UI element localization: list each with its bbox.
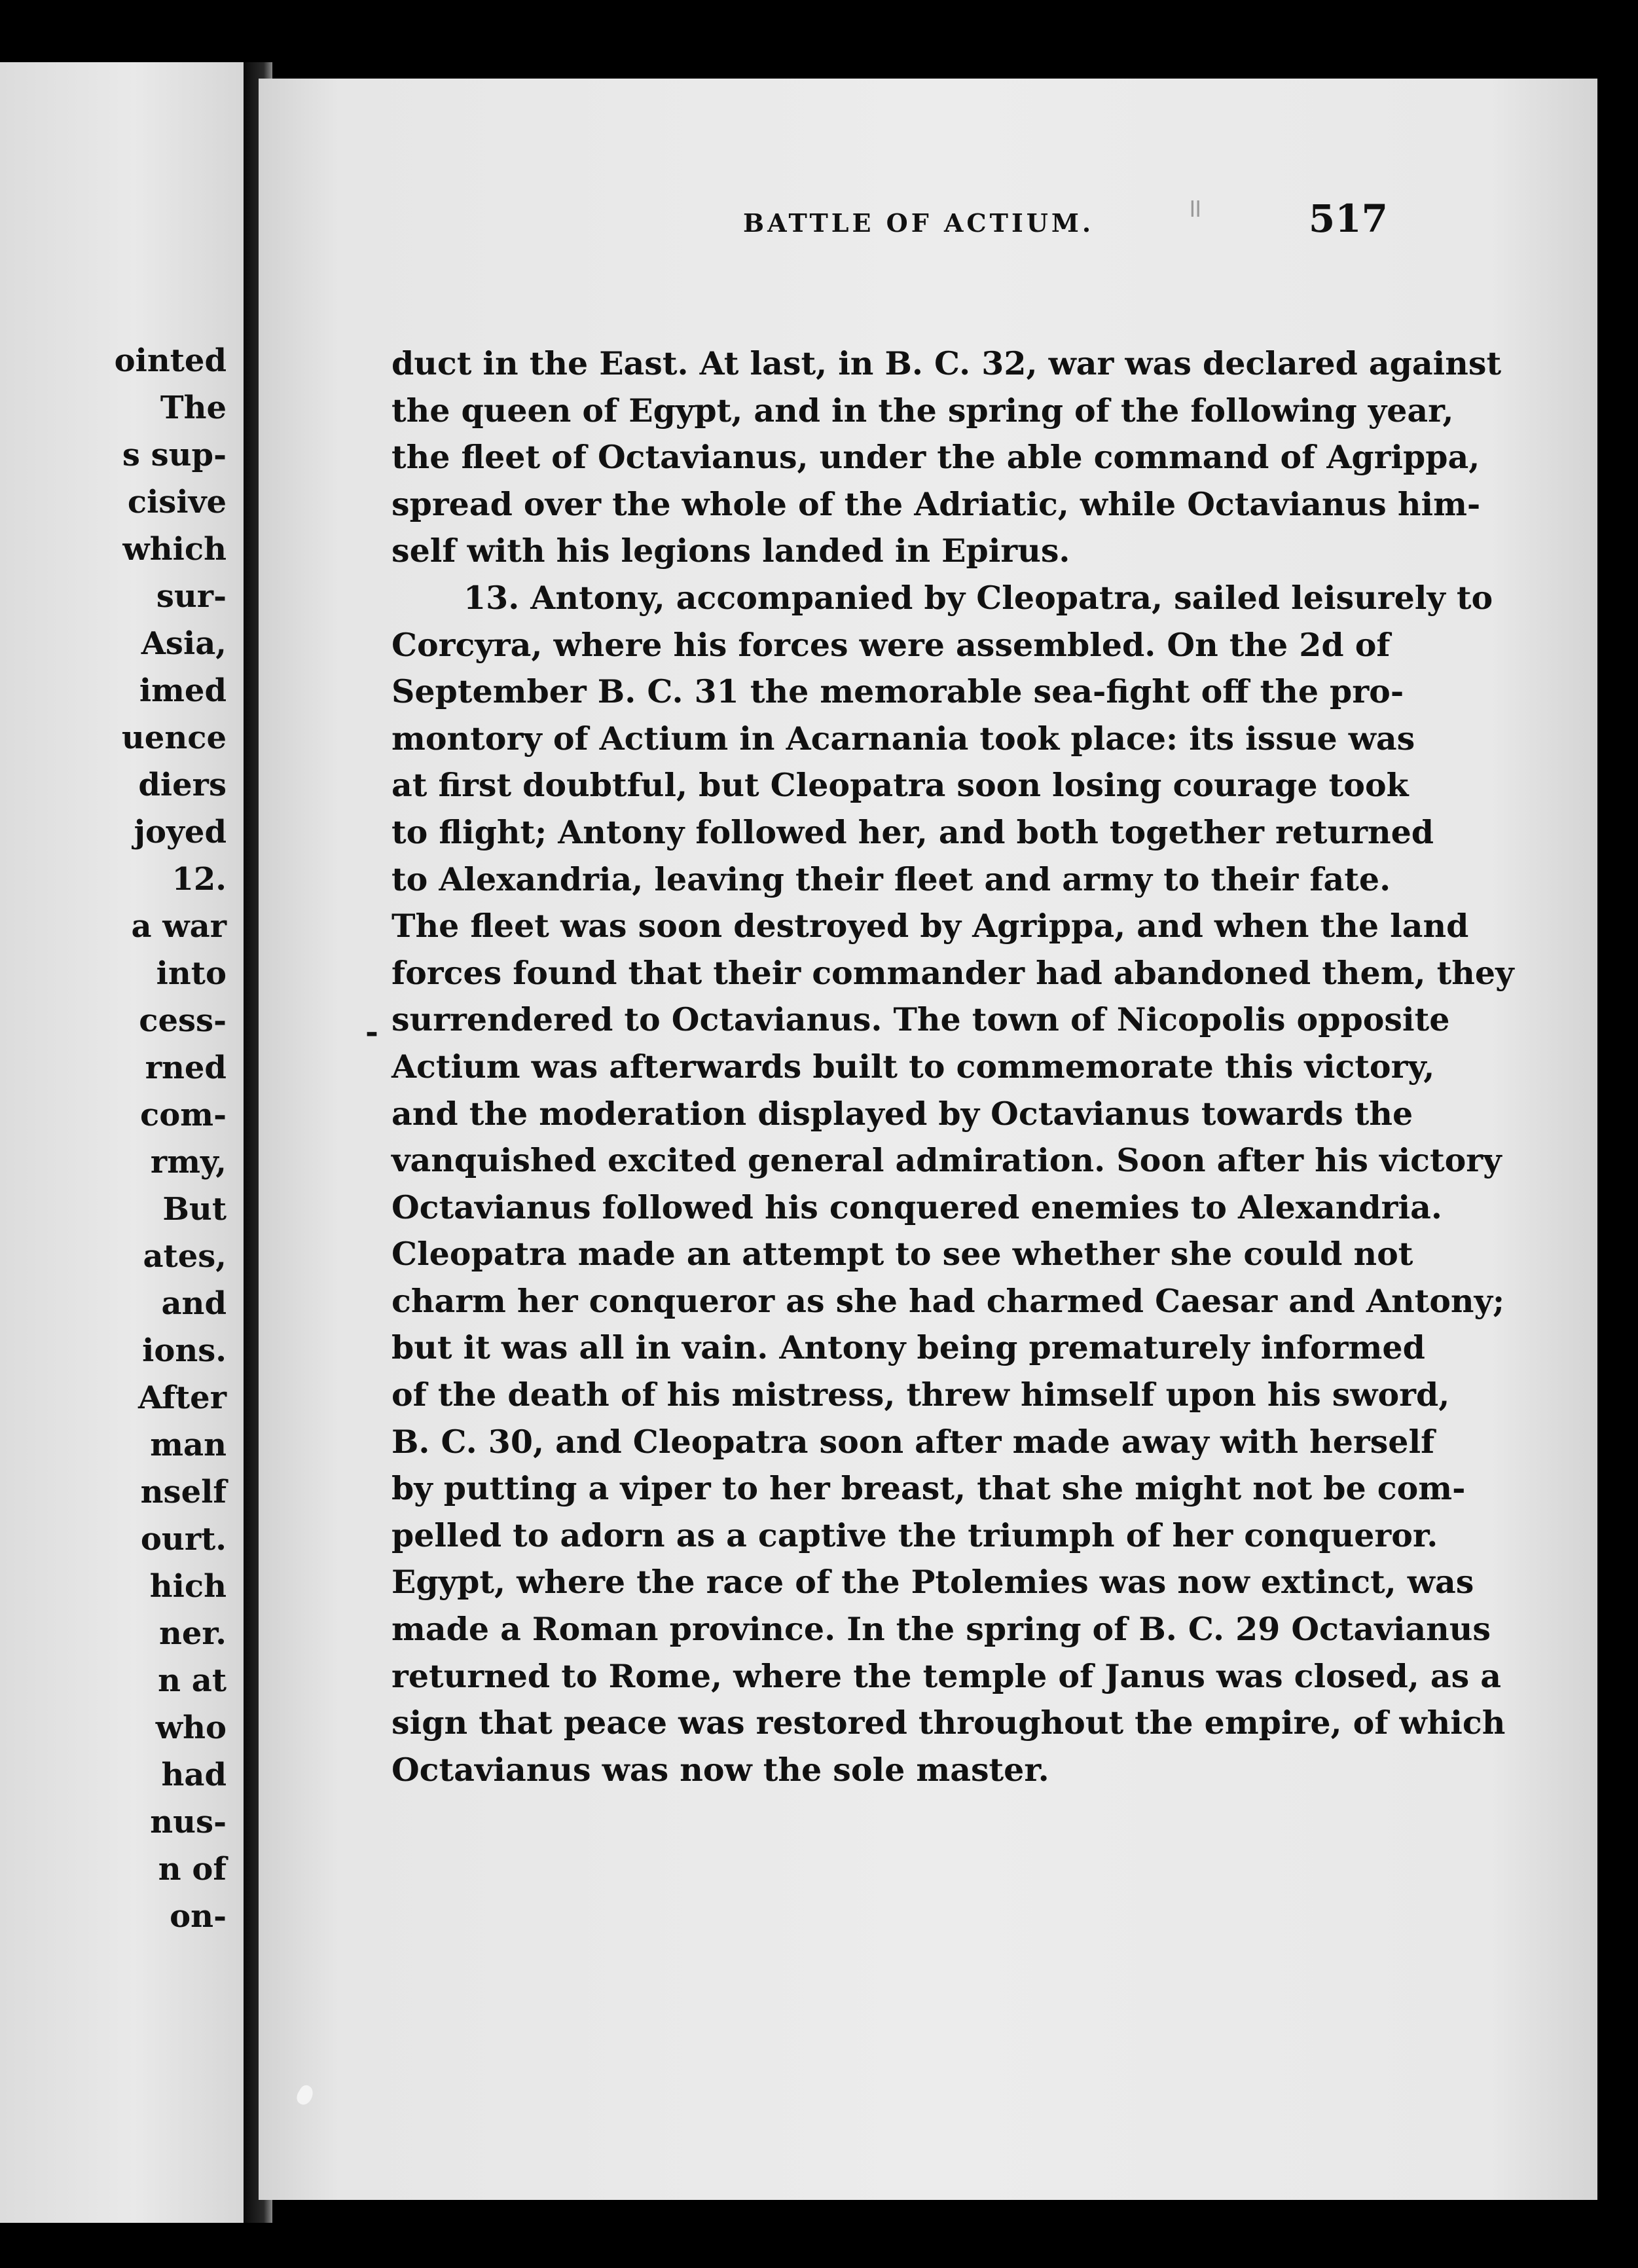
text-line: of the death of his mistress, threw himself upon his sword, (391, 1376, 1450, 1414)
text-line: to flight; Antony followed her, and both together returned (391, 813, 1434, 851)
text-line: the queen of Egypt, and in the spring of the following year, (391, 391, 1454, 430)
previous-page-line: 12. (172, 861, 227, 898)
previous-page-line: cess- (139, 1002, 227, 1039)
previous-page-line: sur- (156, 578, 227, 615)
previous-page-line: on- (170, 1898, 227, 1935)
text-line: pelled to adorn as a captive the triumph of her conqueror. (391, 1516, 1438, 1554)
text-line: made a Roman province. In the spring of B. C. 29 Octavianus (391, 1610, 1491, 1649)
text-line: Corcyra, where his forces were assembled. On the 2d of (391, 625, 1391, 664)
previous-page-line: and (161, 1285, 227, 1322)
text-line: duct in the East. At last, in B. C. 32, war was declared against (391, 344, 1502, 382)
previous-page-line: had (161, 1757, 227, 1793)
previous-page-line: ions. (142, 1332, 227, 1369)
page-header (478, 196, 1388, 255)
previous-page-line: uence (121, 720, 227, 756)
previous-page-line: n of (158, 1851, 227, 1888)
previous-page-line: into (156, 955, 227, 992)
previous-page-line: nself (140, 1474, 227, 1510)
previous-page-line: cisive (127, 484, 227, 521)
text-line: by putting a viper to her breast, that she might not be com- (391, 1469, 1466, 1508)
text-line: Actium was afterwards built to commemorate this victory, (391, 1047, 1435, 1086)
previous-page-line: ourt. (140, 1521, 227, 1558)
text-line: the fleet of Octavianus, under the able command of Agrippa, (391, 438, 1480, 477)
previous-page-line: ner. (158, 1615, 227, 1652)
text-line: but it was all in vain. Antony being prematurely informed (391, 1328, 1425, 1367)
text-line: vanquished excited general admiration. Soon after his victory (391, 1141, 1502, 1180)
previous-page-line: After (137, 1380, 227, 1416)
previous-page-line: hich (149, 1568, 227, 1605)
previous-page-line-ends (0, 337, 227, 1940)
text-line: Octavianus was now the sole master. (391, 1750, 1049, 1789)
text-line: returned to Rome, where the temple of Janus was closed, as a (391, 1656, 1502, 1695)
text-line: The fleet was soon destroyed by Agrippa, and when the land (391, 907, 1469, 945)
previous-page-fragment (0, 62, 244, 2223)
text-line: Octavianus followed his conquered enemies to Alexandria. (391, 1188, 1442, 1226)
previous-page-line: who (155, 1710, 227, 1746)
body-text (391, 340, 1514, 1793)
text-line: forces found that their commander had abandoned them, they (391, 953, 1514, 992)
text-line: charm her conqueror as she had charmed Caesar and Antony; (391, 1281, 1505, 1320)
previous-page-line: ates, (143, 1238, 227, 1275)
previous-page-line: diers (138, 767, 227, 803)
previous-page-line: The (160, 390, 227, 426)
previous-page-line: imed (139, 672, 227, 709)
previous-page-line: com- (140, 1097, 227, 1133)
faint-pencil-mark: ॥ (1186, 193, 1202, 223)
text-line: Egypt, where the race of the Ptolemies was now extinct, was (391, 1563, 1474, 1601)
text-line: at first doubtful, but Cleopatra soon losing courage took (391, 766, 1409, 805)
previous-page-line: which (122, 531, 227, 568)
text-line: and the moderation displayed by Octavianus towards the (391, 1094, 1413, 1133)
text-line: spread over the whole of the Adriatic, while Octavianus him- (391, 485, 1481, 523)
text-line: self with his legions landed in Epirus. (391, 532, 1070, 570)
previous-page-line: rned (145, 1050, 227, 1086)
previous-page-line: Asia, (141, 625, 227, 662)
previous-page-line: joyed (134, 814, 227, 850)
text-line: B. C. 30, and Cleopatra soon after made away with herself (391, 1422, 1435, 1461)
margin-mark: - (365, 1014, 378, 1050)
previous-page-line: s sup- (122, 437, 227, 473)
running-head: BATTLE OF ACTIUM. (743, 208, 1095, 238)
text-line: to Alexandria, leaving their fleet and army to their fate. (391, 860, 1391, 898)
page-number: 517 (1308, 196, 1388, 241)
previous-page-line: ointed (114, 342, 227, 379)
previous-page-line: n at (158, 1662, 227, 1699)
previous-page-line: nus- (150, 1804, 227, 1840)
text-line: montory of Actium in Acarnania took place: its issue was (391, 719, 1415, 758)
previous-page-line: man (150, 1427, 227, 1463)
previous-page-line: rmy, (150, 1144, 227, 1180)
text-line: September B. C. 31 the memorable sea-fight off the pro- (391, 672, 1404, 711)
text-line: Cleopatra made an attempt to see whether she could not (391, 1235, 1413, 1273)
previous-page-line: a war (131, 908, 227, 945)
text-line: surrendered to Octavianus. The town of Nicopolis opposite (391, 1000, 1450, 1039)
previous-page-line: But (162, 1191, 227, 1228)
text-line: 13. Antony, accompanied by Cleopatra, sailed leisurely to (464, 578, 1493, 617)
text-line: sign that peace was restored throughout the empire, of which (391, 1704, 1506, 1742)
